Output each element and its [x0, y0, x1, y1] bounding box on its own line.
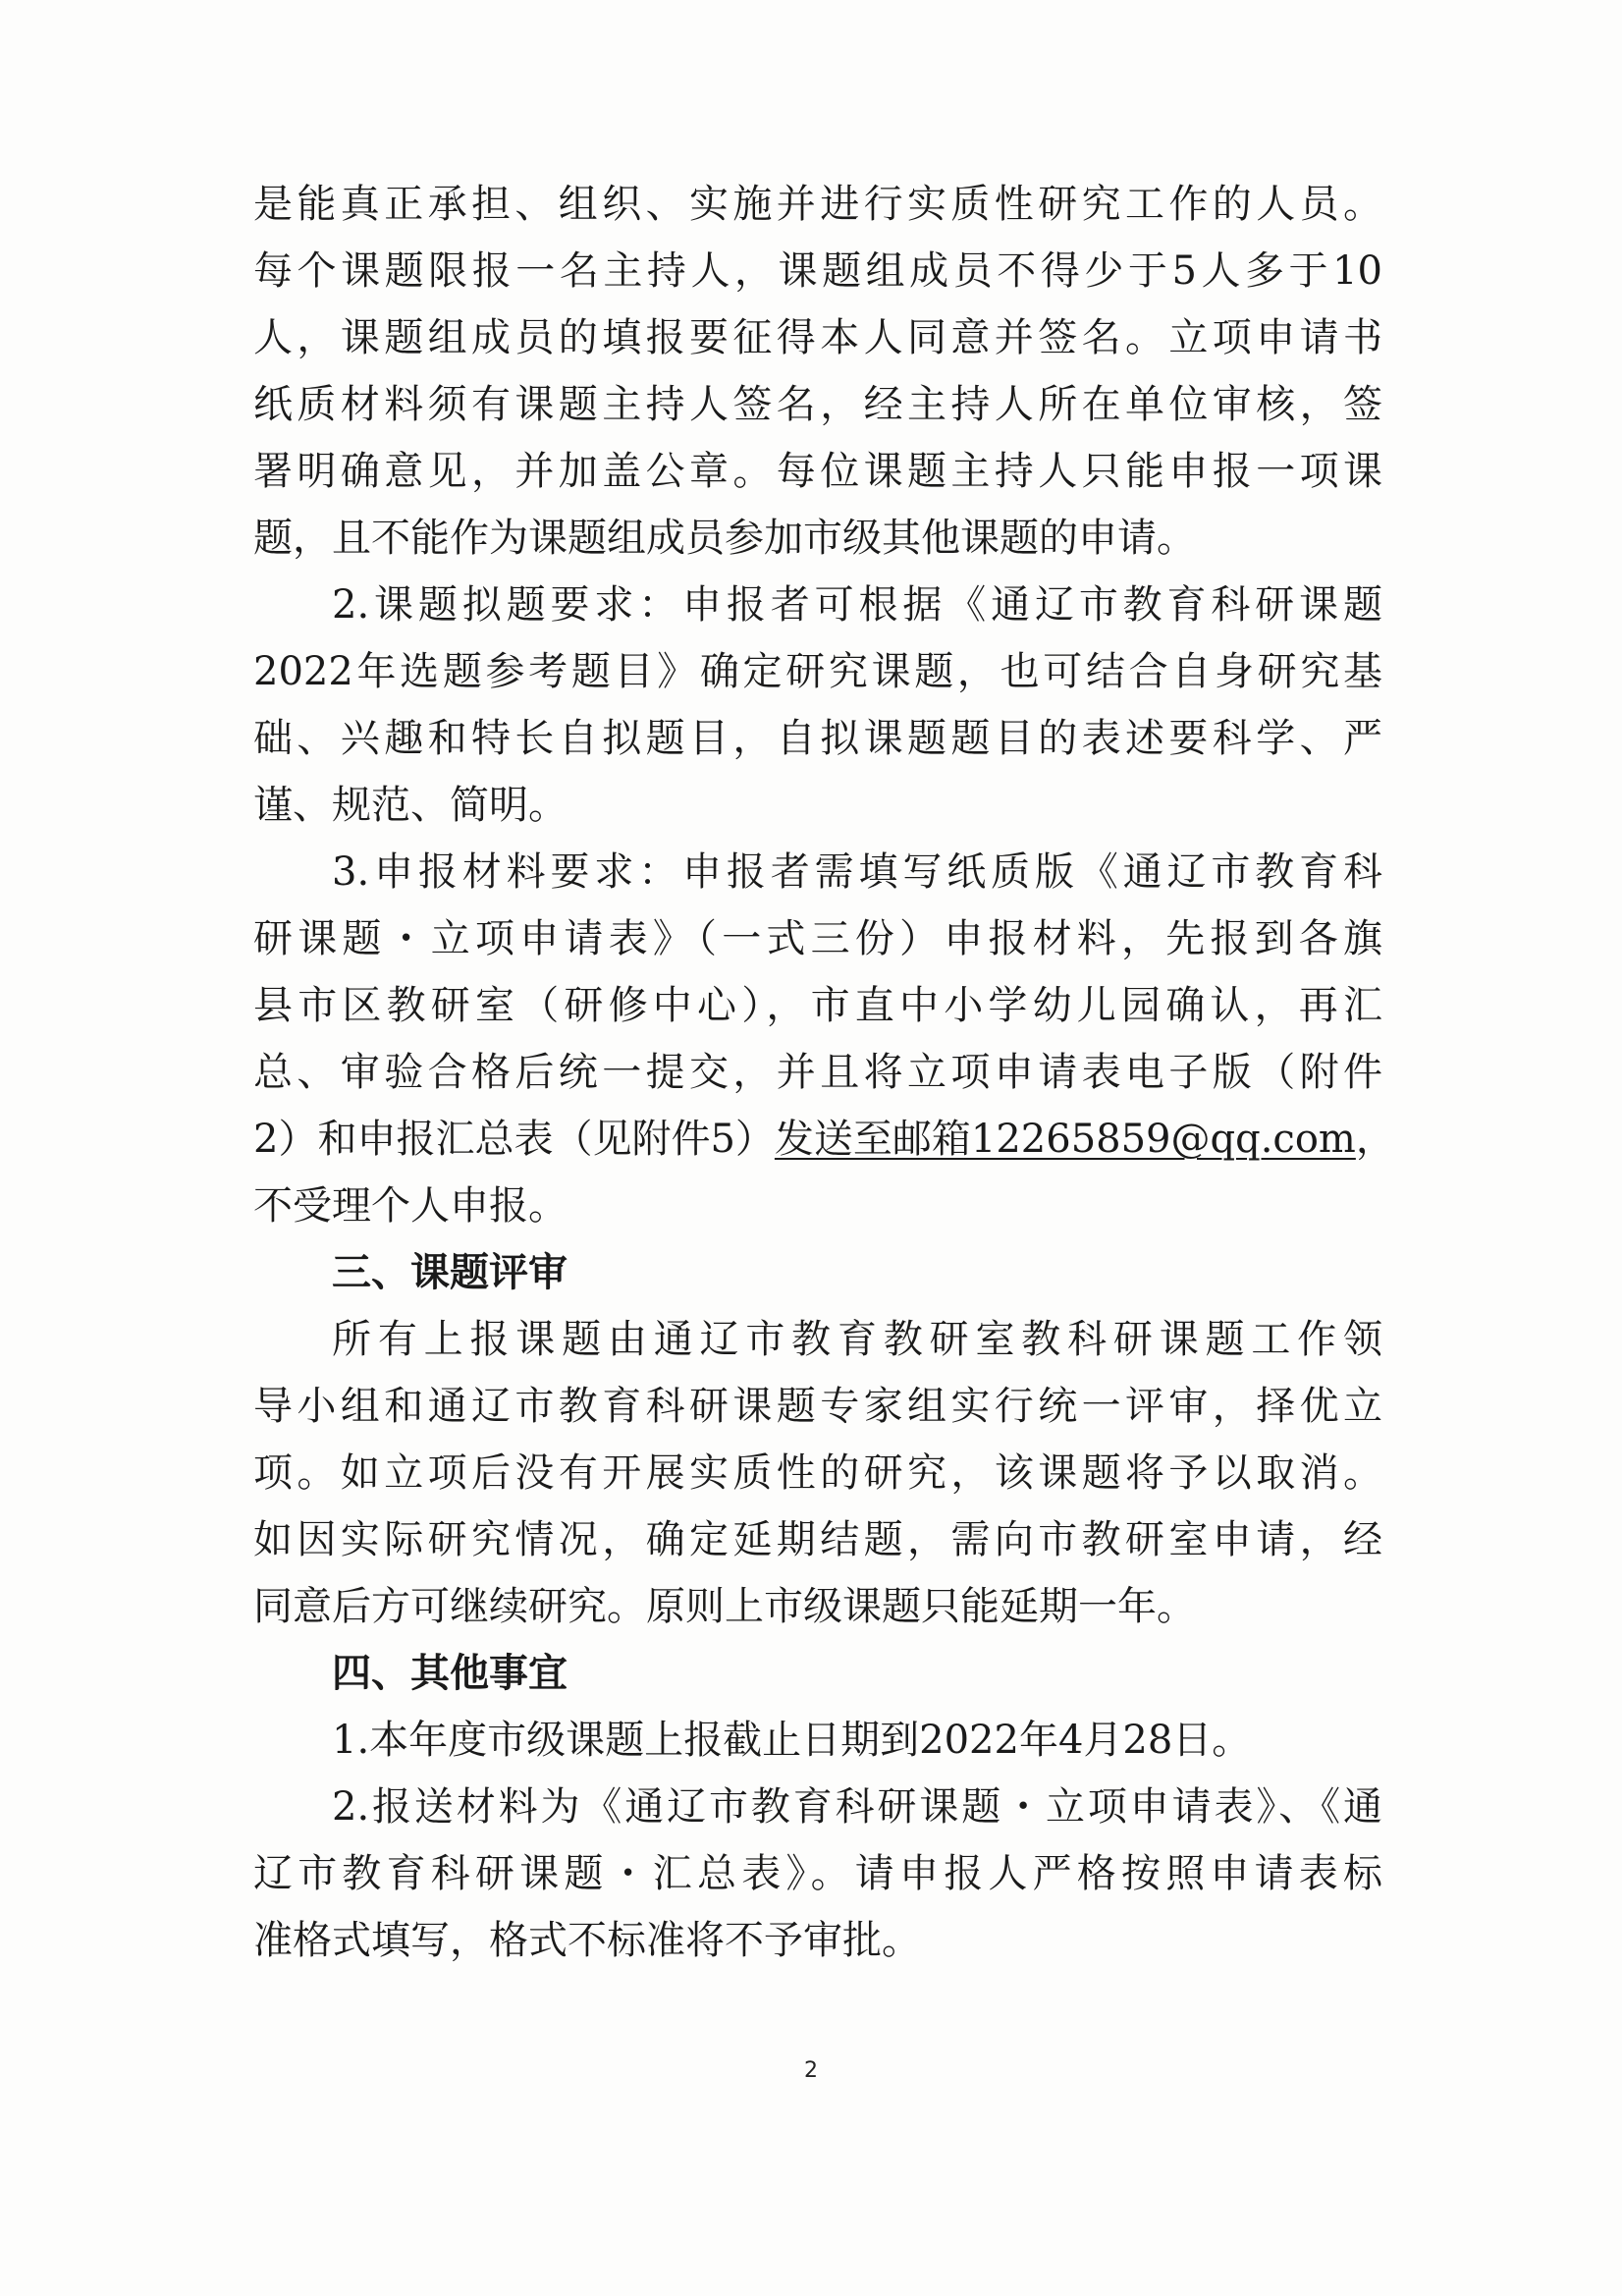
section-3-line: 所有上报课题由通辽市教育教研室教科研课题工作领	[332, 1317, 1382, 1362]
paragraph-line: 题，且不能作为课题组成员参加市级其他课题的申请。	[253, 516, 1196, 561]
item-3-text: 2）和申报汇总表（见附件5）	[253, 1117, 775, 1162]
section-3-line: 项。如立项后没有开展实质性的研究，该课题将予以取消。	[253, 1450, 1382, 1496]
page-number: 2	[804, 2058, 818, 2083]
item-3-line: 不受理个人申报。	[253, 1183, 568, 1229]
section-3-heading: 三、课题评审	[332, 1250, 568, 1295]
item-3-line: 3.申报材料要求：申报者需填写纸质版《通辽市教育科	[332, 849, 1382, 895]
item-3-line: 研课题・立项申请表》（一式三份）申报材料，先报到各旗	[253, 916, 1382, 961]
item-3-email-line	[253, 1112, 1395, 1167]
section-3-line: 同意后方可继续研究。原则上市级课题只能延期一年。	[253, 1584, 1196, 1629]
paragraph-line: 每个课题限报一名主持人，课题组成员不得少于5人多于10	[253, 248, 1382, 294]
paragraph-line: 是能真正承担、组织、实施并进行实质性研究工作的人员。	[253, 182, 1382, 227]
item-3-line: 县市区教研室（研修中心），市直中小学幼儿园确认，再汇	[253, 983, 1382, 1028]
item-2-line: 谨、规范、简明。	[253, 783, 568, 828]
section-4-item-2-line: 辽市教育科研课题・汇总表》。请申报人严格按照申请表标	[253, 1851, 1382, 1896]
section-4-item-2-line: 准格式填写，格式不标准将不予审批。	[253, 1918, 921, 1963]
paragraph-line: 纸质材料须有课题主持人签名，经主持人所在单位审核，签	[253, 382, 1382, 427]
item-2-line: 础、兴趣和特长自拟题目，自拟课题题目的表述要科学、严	[253, 716, 1382, 761]
section-4-item-1: 1.本年度市级课题上报截止日期到2022年4月28日。	[332, 1718, 1252, 1763]
item-3-punctuation: ，	[1355, 1117, 1395, 1162]
section-3-line: 导小组和通辽市教育科研课题专家组实行统一评审，择优立	[253, 1384, 1382, 1429]
section-4-item-2-line: 2.报送材料为《通辽市教育科研课题・立项申请表》、《通	[332, 1784, 1382, 1830]
email-link[interactable]: 发送至邮箱12265859@qq.com	[774, 1117, 1356, 1162]
paragraph-line: 人，课题组成员的填报要征得本人同意并签名。立项申请书	[253, 315, 1382, 360]
section-4-heading: 四、其他事宜	[332, 1651, 568, 1696]
paragraph-line: 署明确意见，并加盖公章。每位课题主持人只能申报一项课	[253, 449, 1382, 494]
item-2-line: 2022年选题参考题目》确定研究课题，也可结合自身研究基	[253, 649, 1382, 694]
section-3-line: 如因实际研究情况，确定延期结题，需向市教研室申请，经	[253, 1517, 1382, 1562]
item-3-line: 总、审验合格后统一提交，并且将立项申请表电子版（附件	[253, 1050, 1382, 1095]
item-2-line: 2.课题拟题要求：申报者可根据《通辽市教育科研课题	[332, 582, 1382, 628]
